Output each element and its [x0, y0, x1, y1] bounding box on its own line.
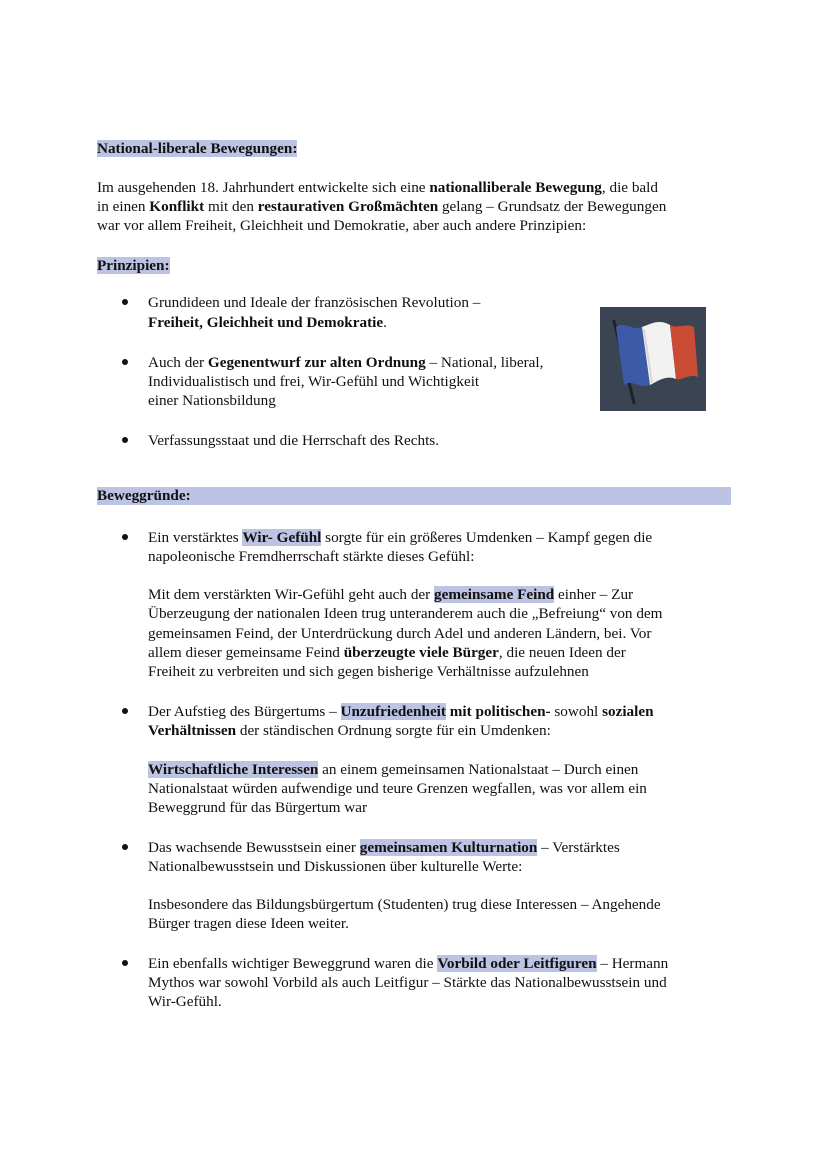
grund-2-para-line-2: Nationalstaat würden aufwendige und teure Grenzen wegfallen, was vor allem ein [148, 780, 647, 797]
bullet-icon [122, 299, 128, 305]
intro-line-2: in einen Konflikt mit den restaurativen Großmächten gelang – Grundsatz der Bewegungen [97, 198, 667, 215]
grund-2-line-1: Der Aufstieg des Bürgertums – Unzufriedenheit mit politischen- sowohl sozialen [148, 703, 654, 720]
prinzip-2-line-1: Auch der Gegenentwurf zur alten Ordnung – National, liberal, [148, 354, 544, 371]
grund-3-para-line-1: Insbesondere das Bildungsbürgertum (Studenten) trug diese Interessen – Angehende [148, 896, 661, 913]
grund-1-line-1: Ein verstärktes Wir- Gefühl sorgte für ein größeres Umdenken – Kampf gegen die [148, 529, 653, 546]
bullet-icon [122, 708, 128, 714]
grund-1-para-line-3: gemeinsamen Feind, der Unterdrückung durch Adel und anderen Ländern, bei. Vor [148, 625, 652, 642]
prinzip-2-line-2: Individualistisch und frei, Wir-Gefühl und Wichtigkeit [148, 373, 480, 390]
french-flag-icon [600, 307, 706, 411]
section-heading-national-liberal: National-liberale Bewegungen: [97, 140, 298, 157]
intro-line-1: Im ausgehenden 18. Jahrhundert entwickelte sich eine nationalliberale Bewegung, die bald [97, 179, 658, 196]
grund-2-para-line-1: Wirtschaftliche Interessen an einem gemeinsamen Nationalstaat – Durch einen [148, 761, 639, 778]
grund-4-line-1: Ein ebenfalls wichtiger Beweggrund waren die Vorbild oder Leitfiguren – Hermann [148, 955, 669, 972]
grund-4-line-2: Mythos war sowohl Vorbild als auch Leitfigur – Stärkte das Nationalbewusstsein und [148, 974, 667, 991]
section-heading-prinzipien: Prinzipien: [97, 257, 170, 274]
grund-2-line-2: Verhältnissen der ständischen Ordnung sorgte für ein Umdenken: [148, 722, 551, 739]
prinzip-1-line-1: Grundideen und Ideale der französischen Revolution – [148, 294, 481, 311]
section-heading-beweggruende: Beweggründe: [97, 487, 191, 504]
bullet-icon [122, 359, 128, 365]
bullet-icon [122, 960, 128, 966]
bullet-icon [122, 844, 128, 850]
grund-2-para-line-3: Beweggrund für das Bürgertum war [148, 799, 368, 816]
prinzip-3-line-1: Verfassungsstaat und die Herrschaft des Rechts. [148, 432, 440, 449]
section-heading-bar [97, 487, 731, 505]
grund-1-line-2: napoleonische Fremdherrschaft stärkte dieses Gefühl: [148, 548, 475, 565]
grund-3-line-2: Nationalbewusstsein und Diskussionen über kulturelle Werte: [148, 858, 523, 875]
prinzip-1-line-2: Freiheit, Gleichheit und Demokratie. [148, 314, 387, 331]
prinzip-2-line-3: einer Nationsbildung [148, 392, 276, 409]
bullet-icon [122, 534, 128, 540]
intro-line-3: war vor allem Freiheit, Gleichheit und Demokratie, aber auch andere Prinzipien: [97, 217, 587, 234]
grund-1-para-line-4: allem dieser gemeinsame Feind überzeugte viele Bürger, die neuen Ideen der [148, 644, 626, 661]
bullet-icon [122, 437, 128, 443]
grund-1-para-line-2: Überzeugung der nationalen Ideen trug unteranderem auch die „Befreiung“ von dem [148, 605, 663, 622]
grund-3-line-1: Das wachsende Bewusstsein einer gemeinsamen Kulturnation – Verstärktes [148, 839, 620, 856]
grund-4-line-3: Wir-Gefühl. [148, 993, 222, 1010]
grund-1-para-line-1: Mit dem verstärkten Wir-Gefühl geht auch der gemeinsame Feind einher – Zur [148, 586, 634, 603]
grund-1-para-line-5: Freiheit zu verbreiten und sich gegen bisherige Verhältnisse aufzulehnen [148, 663, 589, 680]
grund-3-para-line-2: Bürger tragen diese Ideen weiter. [148, 915, 349, 932]
